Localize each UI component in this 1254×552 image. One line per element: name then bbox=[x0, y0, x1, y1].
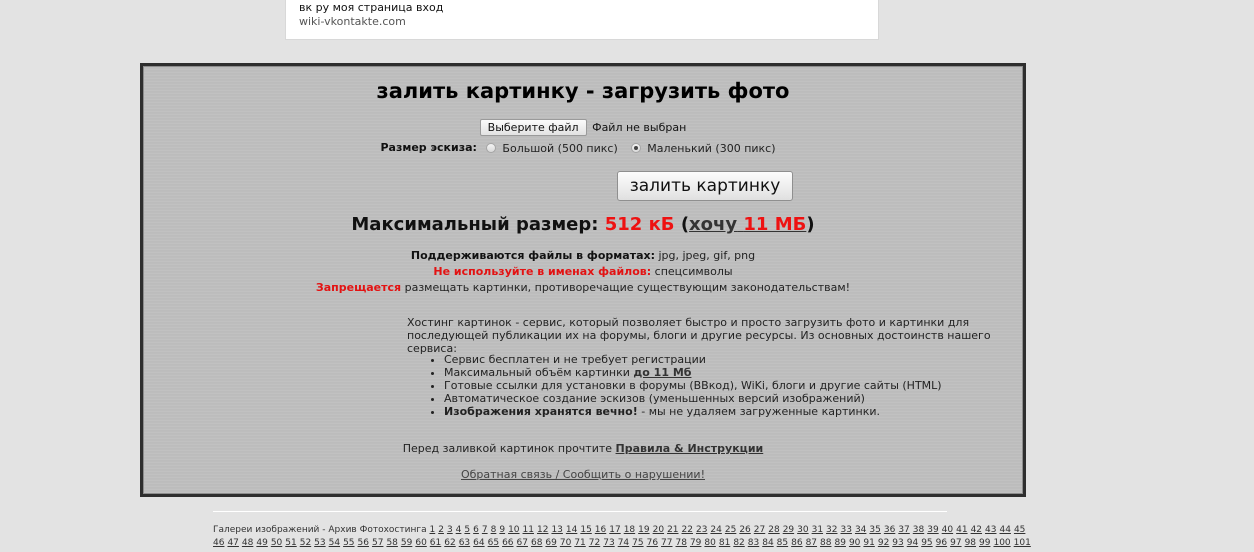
gallery-page-link[interactable]: 98 bbox=[964, 538, 977, 548]
max-size-label: Максимальный размер: bbox=[351, 214, 599, 235]
gallery-page-link[interactable]: 4 bbox=[455, 525, 462, 535]
formats-value: jpg, jpeg, gif, png bbox=[658, 249, 756, 262]
gallery-page-link[interactable]: 72 bbox=[588, 538, 601, 548]
max-size-feature-link[interactable]: до 11 Мб bbox=[633, 366, 692, 379]
gallery-page-link[interactable]: 81 bbox=[718, 538, 731, 548]
gallery-page-link[interactable]: 32 bbox=[826, 525, 838, 535]
gallery-page-link[interactable]: 77 bbox=[661, 538, 673, 548]
feature-text-bold: Изображения хранятся вечно! bbox=[444, 405, 638, 418]
gallery-page-link[interactable]: 35 bbox=[869, 525, 881, 535]
list-item bbox=[444, 353, 942, 366]
gallery-page-link[interactable]: 45 bbox=[1013, 525, 1026, 535]
gallery-page-link[interactable]: 95 bbox=[921, 538, 933, 548]
gallery-page-link[interactable]: 28 bbox=[768, 525, 780, 535]
page-title: залить картинку - загрузить фото bbox=[376, 79, 790, 103]
want-link-text[interactable]: хочу bbox=[689, 214, 738, 235]
filename-warning-label: Не используйте в именах файлов: bbox=[433, 265, 652, 278]
gallery-page-link[interactable]: 17 bbox=[609, 525, 621, 535]
gallery-page-link[interactable]: 87 bbox=[805, 538, 818, 548]
feedback-link[interactable]: Обратная связь / Сообщить о нарушении! bbox=[460, 468, 705, 481]
upload-button[interactable]: залить картинку bbox=[617, 171, 793, 201]
gallery-page-link[interactable]: 30 bbox=[797, 525, 809, 535]
gallery-page-link[interactable]: 15 bbox=[580, 525, 592, 535]
gallery-page-link[interactable]: 67 bbox=[516, 538, 528, 548]
gallery-page-link[interactable]: 20 bbox=[652, 525, 665, 535]
forbid-value: размещать картинки, противоречащие существующим законодательствам! bbox=[404, 281, 851, 294]
list-item bbox=[444, 392, 942, 405]
gallery-page-link[interactable]: 25 bbox=[724, 525, 737, 535]
gallery-page-link[interactable]: 46 bbox=[213, 538, 225, 548]
thumb-size-row bbox=[144, 141, 1022, 155]
thumb-large-label[interactable]: Большой (500 пикс) bbox=[502, 141, 618, 155]
gallery-page-link[interactable]: 76 bbox=[646, 538, 659, 548]
list-item bbox=[444, 366, 942, 379]
gallery-page-link[interactable]: 79 bbox=[689, 538, 702, 548]
gallery-page-link[interactable]: 86 bbox=[791, 538, 803, 548]
footer-line-2 bbox=[213, 537, 1031, 550]
gallery-page-link[interactable]: 66 bbox=[502, 538, 514, 548]
gallery-page-link[interactable]: 90 bbox=[848, 538, 861, 548]
feature-text: Готовые ссылки для установки в форумы (ВВкод), WiKi, блоги и другие сайты (HTML) bbox=[444, 379, 942, 392]
gallery-page-link[interactable]: 101 bbox=[1013, 538, 1031, 548]
gallery-page-link[interactable]: 53 bbox=[314, 538, 326, 548]
thumb-size-label: Размер эскиза: bbox=[380, 141, 477, 154]
gallery-page-link[interactable]: 21 bbox=[667, 525, 679, 535]
gallery-page-link[interactable]: 14 bbox=[565, 525, 578, 535]
gallery-page-link[interactable]: 43 bbox=[985, 525, 997, 535]
gallery-page-link[interactable]: 16 bbox=[594, 525, 607, 535]
gallery-page-link[interactable]: 58 bbox=[386, 538, 398, 548]
footer-line-1 bbox=[213, 524, 1026, 537]
gallery-page-link[interactable]: 50 bbox=[270, 538, 283, 548]
formats-line bbox=[144, 249, 1022, 262]
gallery-page-link[interactable]: 11 bbox=[522, 525, 534, 535]
gallery-page-link[interactable]: 62 bbox=[444, 538, 456, 548]
rules-link[interactable]: Правила & Инструкции bbox=[615, 442, 764, 455]
gallery-page-link[interactable]: 39 bbox=[927, 525, 939, 535]
gallery-page-link[interactable]: 41 bbox=[956, 525, 968, 535]
gallery-page-link[interactable]: 60 bbox=[415, 538, 427, 548]
forbid-label: Запрещается bbox=[315, 281, 402, 294]
gallery-page-link[interactable]: 40 bbox=[941, 525, 954, 535]
gallery-page-link[interactable]: 12 bbox=[536, 525, 549, 535]
service-description: Хостинг картинок - сервис, который позволяет быстро и просто загрузить фото и картинки для последующей публикации их на форумы, блоги и другие ресурсы. Из основных достоинств нашего сервиса: bbox=[407, 316, 991, 355]
gallery-page-link[interactable]: 18 bbox=[623, 525, 636, 535]
list-item bbox=[444, 379, 942, 392]
gallery-page-link[interactable]: 37 bbox=[898, 525, 910, 535]
gallery-page-link[interactable]: 89 bbox=[834, 538, 846, 548]
thumb-large-radio[interactable] bbox=[486, 143, 496, 153]
max-size-value: 512 кБ bbox=[604, 214, 675, 235]
gallery-page-link[interactable]: 42 bbox=[970, 525, 983, 535]
gallery-page-link[interactable]: 6 bbox=[473, 525, 479, 535]
gallery-page-link[interactable]: 88 bbox=[820, 538, 832, 548]
gallery-page-link[interactable]: 73 bbox=[603, 538, 615, 548]
gallery-page-link[interactable]: 75 bbox=[632, 538, 644, 548]
gallery-page-link[interactable]: 71 bbox=[574, 538, 586, 548]
max-size-paren-close: ) bbox=[806, 214, 815, 235]
gallery-page-link[interactable]: 19 bbox=[638, 525, 650, 535]
gallery-page-link[interactable]: 78 bbox=[675, 538, 687, 548]
list-item bbox=[444, 405, 942, 418]
gallery-page-link[interactable]: 2 bbox=[438, 525, 444, 535]
gallery-page-link[interactable]: 36 bbox=[883, 525, 896, 535]
gallery-page-link[interactable]: 38 bbox=[912, 525, 925, 535]
rules-text: Перед заливкой картинок прочтите bbox=[402, 442, 613, 455]
gallery-page-link[interactable]: 27 bbox=[753, 525, 766, 535]
gallery-page-link[interactable]: 52 bbox=[299, 538, 312, 548]
gallery-page-link[interactable]: 84 bbox=[762, 538, 774, 548]
gallery-page-link[interactable]: 85 bbox=[776, 538, 789, 548]
gallery-page-link[interactable]: 31 bbox=[811, 525, 824, 535]
upload-panel-inner bbox=[143, 66, 1023, 494]
gallery-page-link[interactable]: 22 bbox=[681, 525, 693, 535]
gallery-page-link[interactable]: 55 bbox=[343, 538, 355, 548]
gallery-page-link[interactable]: 23 bbox=[695, 525, 708, 535]
upload-panel bbox=[140, 63, 1026, 497]
gallery-page-link[interactable]: 74 bbox=[617, 538, 630, 548]
feedback-line bbox=[144, 468, 1022, 481]
gallery-page-link[interactable]: 92 bbox=[877, 538, 890, 548]
gallery-page-link[interactable]: 34 bbox=[854, 525, 867, 535]
gallery-page-link[interactable]: 54 bbox=[328, 538, 341, 548]
max-size-line bbox=[144, 214, 1022, 235]
gallery-page-link[interactable]: 10 bbox=[508, 525, 520, 535]
gallery-page-link[interactable]: 5 bbox=[464, 525, 471, 535]
gallery-page-link[interactable]: 56 bbox=[357, 538, 369, 548]
gallery-page-link[interactable]: 13 bbox=[551, 525, 563, 535]
gallery-page-link[interactable]: 24 bbox=[710, 525, 722, 535]
gallery-page-link[interactable]: 65 bbox=[487, 538, 500, 548]
max-size-paren-open: ( bbox=[680, 214, 690, 235]
gallery-page-link[interactable]: 91 bbox=[863, 538, 875, 548]
gallery-page-link[interactable]: 59 bbox=[400, 538, 413, 548]
thumb-small-radio[interactable] bbox=[631, 143, 641, 153]
gallery-page-link[interactable]: 8 bbox=[490, 525, 497, 535]
want-link-value[interactable]: 11 МБ bbox=[743, 214, 807, 235]
gallery-page-link[interactable]: 93 bbox=[892, 538, 904, 548]
gallery-page-link[interactable]: 3 bbox=[446, 525, 453, 535]
feature-text: - мы не удаляем загруженные картинки. bbox=[641, 405, 880, 418]
choose-file-button[interactable]: Выберите файл bbox=[480, 119, 587, 136]
gallery-page-link[interactable]: 51 bbox=[285, 538, 297, 548]
gallery-page-link[interactable]: 96 bbox=[935, 538, 948, 548]
feature-list bbox=[430, 353, 942, 418]
feature-text: Максимальный объём картинки bbox=[444, 366, 630, 379]
filename-warning bbox=[144, 265, 1022, 278]
feature-text: Сервис бесплатен и не требует регистрации bbox=[444, 353, 706, 366]
gallery-page-link[interactable]: 44 bbox=[999, 525, 1011, 535]
gallery-page-link[interactable]: 29 bbox=[782, 525, 795, 535]
thumb-small-label[interactable]: Маленький (300 пикс) bbox=[647, 141, 776, 155]
gallery-page-link[interactable]: 33 bbox=[840, 525, 852, 535]
gallery-page-link[interactable]: 57 bbox=[371, 538, 384, 548]
gallery-page-link[interactable]: 99 bbox=[979, 538, 991, 548]
ad-title[interactable]: вк ру моя страница вход bbox=[299, 1, 444, 14]
gallery-page-link[interactable]: 97 bbox=[950, 538, 962, 548]
gallery-page-link[interactable]: 64 bbox=[473, 538, 485, 548]
gallery-page-link[interactable]: 7 bbox=[481, 525, 488, 535]
gallery-page-link[interactable]: 70 bbox=[559, 538, 572, 548]
gallery-page-link[interactable]: 83 bbox=[747, 538, 760, 548]
file-status: Файл не выбран bbox=[592, 121, 687, 134]
ad-url[interactable]: wiki-vkontakte.com bbox=[299, 15, 406, 28]
gallery-page-link[interactable]: 63 bbox=[458, 538, 471, 548]
formats-label: Поддерживаются файлы в форматах: bbox=[410, 249, 655, 262]
gallery-page-link[interactable]: 82 bbox=[733, 538, 745, 548]
footer-label: Галереи изображений - Архив Фотохостинга bbox=[213, 525, 427, 535]
file-picker-row bbox=[144, 119, 1022, 136]
gallery-footer bbox=[213, 511, 1031, 550]
gallery-page-link[interactable]: 100 bbox=[993, 538, 1011, 548]
gallery-page-link[interactable]: 80 bbox=[704, 538, 716, 548]
gallery-page-link[interactable]: 94 bbox=[906, 538, 919, 548]
gallery-page-link[interactable]: 69 bbox=[545, 538, 557, 548]
gallery-page-link[interactable]: 9 bbox=[499, 525, 506, 535]
gallery-page-link[interactable]: 61 bbox=[429, 538, 442, 548]
rules-line bbox=[144, 442, 1022, 455]
want-11mb-link[interactable] bbox=[689, 214, 806, 235]
gallery-page-link[interactable]: 47 bbox=[227, 538, 239, 548]
filename-warning-value: спецсимволы bbox=[654, 265, 733, 278]
gallery-page-link[interactable]: 49 bbox=[256, 538, 268, 548]
feature-text: Автоматическое создание эскизов (уменьшенных версий изображений) bbox=[444, 392, 865, 405]
gallery-page-link[interactable]: 48 bbox=[241, 538, 254, 548]
gallery-page-link[interactable]: 68 bbox=[530, 538, 543, 548]
ad-box[interactable] bbox=[285, 0, 879, 40]
gallery-page-link[interactable]: 26 bbox=[739, 525, 751, 535]
forbid-warning bbox=[144, 281, 1022, 294]
gallery-page-link[interactable]: 1 bbox=[429, 525, 436, 535]
